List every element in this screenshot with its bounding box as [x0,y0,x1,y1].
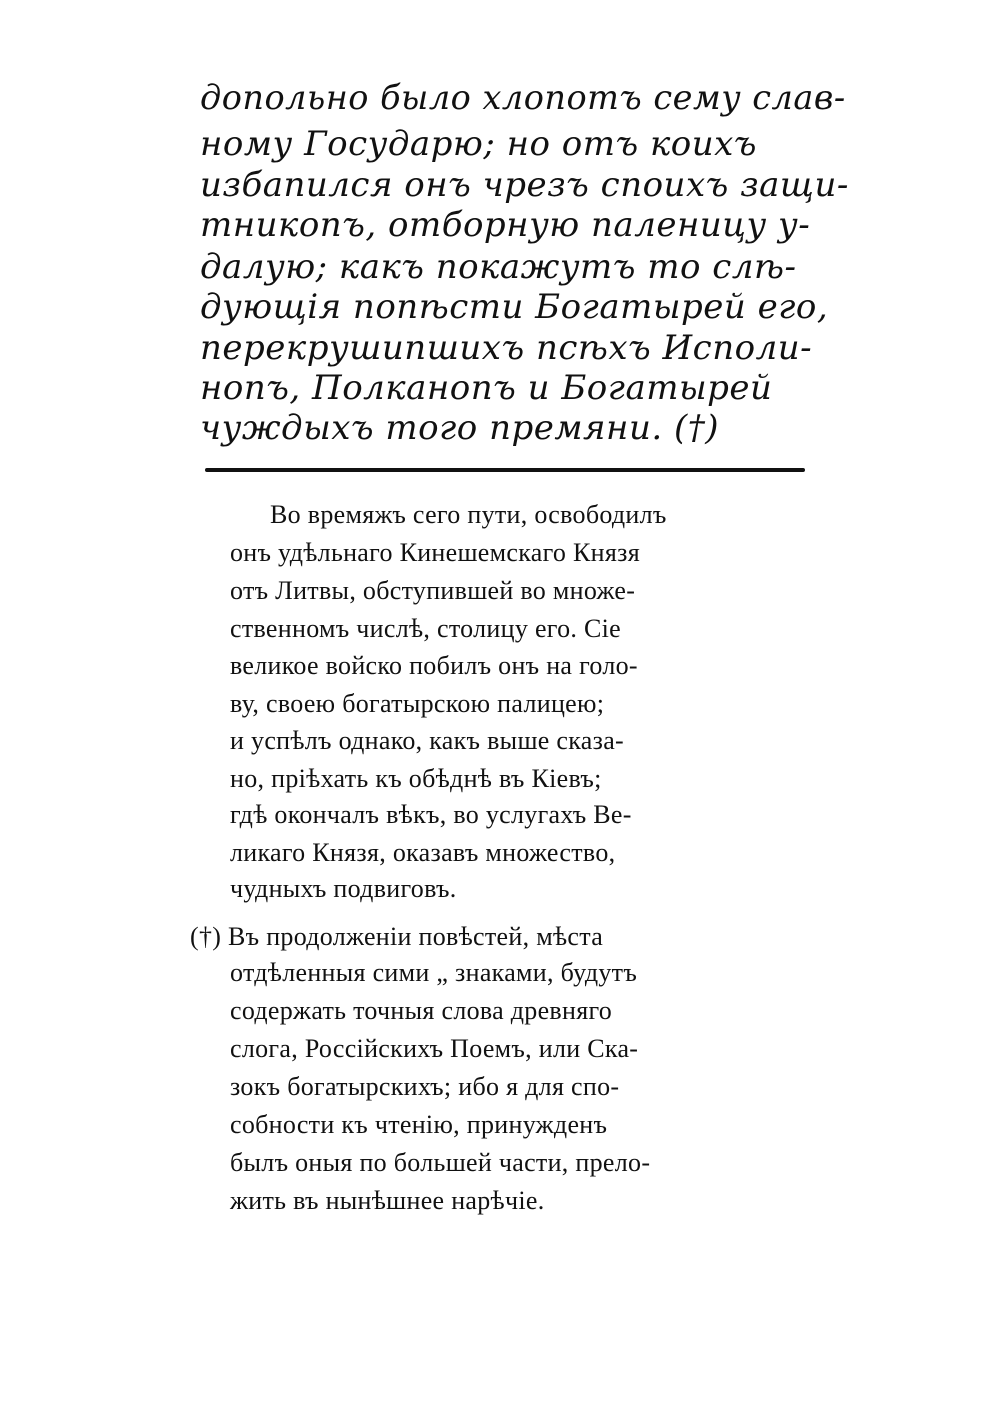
footnote-line: отдѣленныя сими „ знаками, будутъ [230,958,638,987]
footnote-line: жить въ нынѣшнее нарѣчіе. [230,1186,545,1215]
text-line: допольно было хлопотъ сему слав- [200,78,846,117]
footnote-line: собности къ чтенію, принужденъ [230,1110,608,1139]
footnote-line: содержать точныя слова древняго [230,996,613,1025]
text-line: перекрушипшихъ псѣхъ Исполи- [200,328,813,368]
text-line: онъ удѣльнаго Кинешемскаго Князя [230,538,640,567]
text-line: чуждыхъ того премяни. (†) [200,408,719,448]
text-line: ву, своею богатырскою палицею; [230,689,605,718]
footnote-line: слога, Россійскихъ Поемъ, или Ска- [230,1034,639,1063]
text-line: ному Государю; но отъ коихъ [200,124,757,164]
text-line: избапился онъ чрезъ споихъ защи- [200,165,849,205]
text-line: тникопъ, отборную паленицу у- [200,205,811,245]
section-divider [205,468,805,472]
text-line: и успѣлъ однако, какъ выше сказа- [230,726,624,755]
text-line: но, пріѣхать къ обѣднѣ въ Кіевъ; [230,764,602,793]
text-line: дующія попѣсти Богатырей его, [200,287,829,327]
text-line: великое войско побилъ онъ на голо- [230,651,638,680]
text-line: нопъ, Полканопъ и Богатырей [200,368,773,408]
footnote-line: зокъ богатырскихъ; ибо я для спо- [230,1072,620,1101]
text-line: ственномъ числѣ, столицу его. Сіе [230,614,622,643]
footnote-line: былъ оныя по большей части, прело- [230,1148,651,1177]
text-line: чудныхъ подвиговъ. [230,874,457,903]
text-line: отъ Литвы, обступившей во множе- [230,576,636,605]
text-line: далую; какъ покажутъ то слѣ- [200,247,797,287]
text-line: ликаго Князя, оказавъ множество, [230,838,616,867]
text-line: гдѣ окончалъ вѣкъ, во услугахъ Ве- [230,800,632,829]
footnote-line: (†) Въ продолженіи повѣстей, мѣста [190,922,604,951]
text-line: Во времяжъ сего пути, освободилъ [270,500,667,529]
